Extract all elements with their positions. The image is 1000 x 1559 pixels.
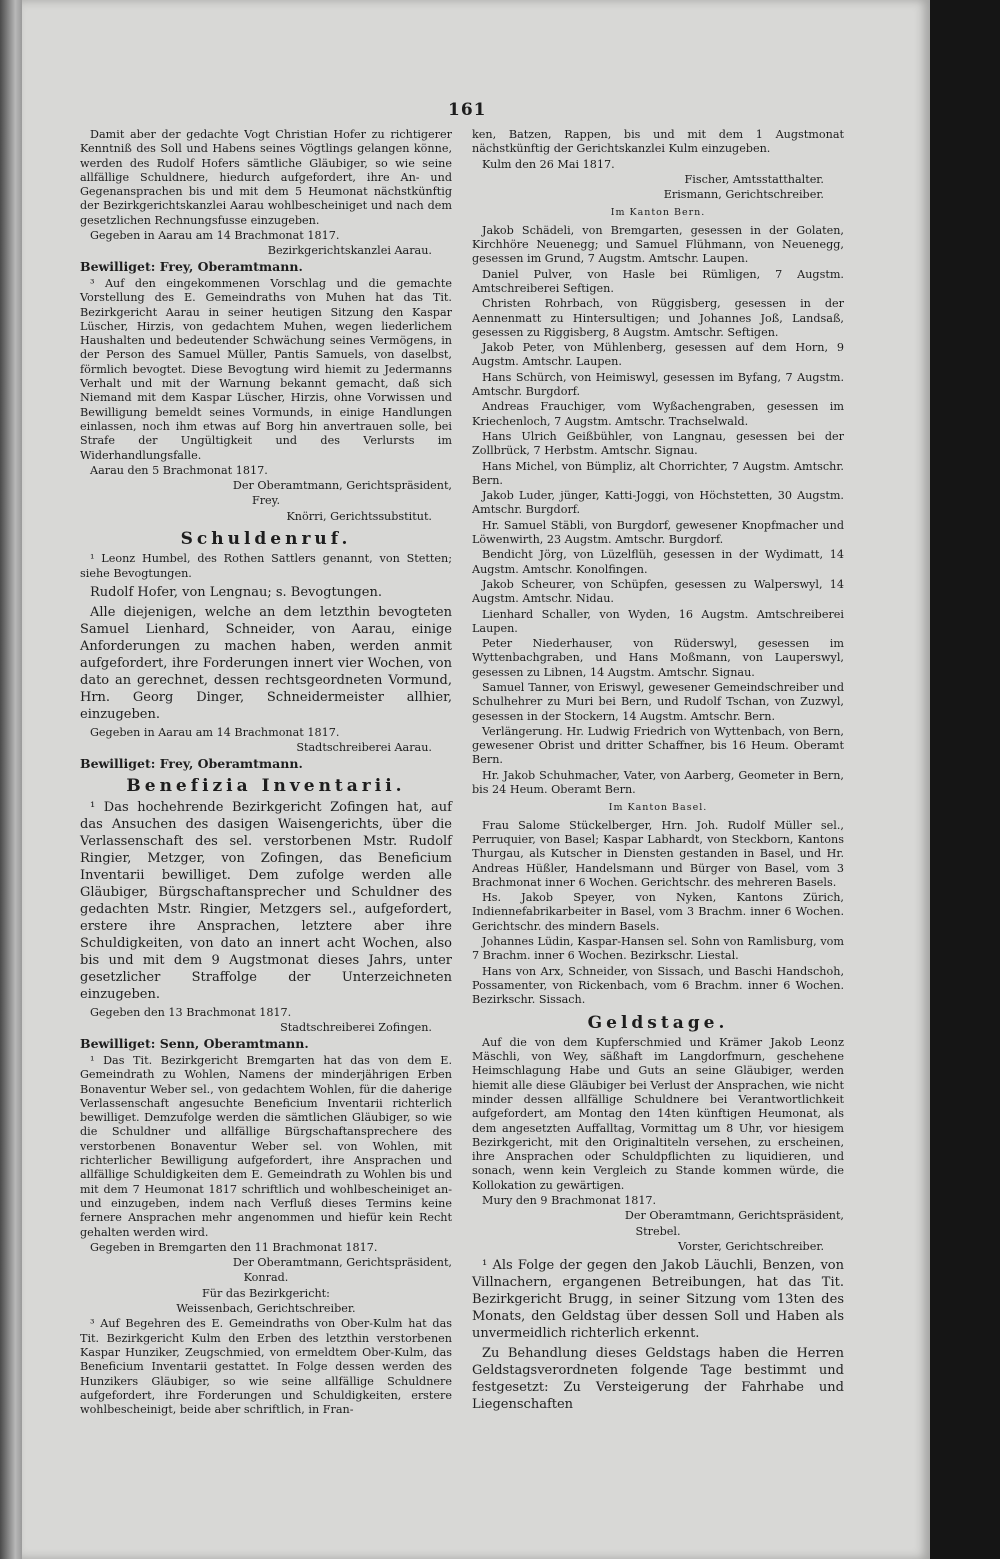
notice-paragraph: Hr. Jakob Schuhmacher, Vater, von Aarberg, Geometer in Bern, bis 24 Heum. Oberamt Bern. (472, 768, 844, 797)
approval-line: Bewilliget: Frey, Oberamtmann. (80, 755, 303, 771)
notice-paragraph: Hans von Arx, Schneider, von Sissach, und Baschi Handschoh, Possamenter, von Rickenbach, vom 6 Brachm. inner 6 Wochen. Bezirkschr. Sissach. (472, 964, 844, 1007)
notice-paragraph: Verlängerung. Hr. Ludwig Friedrich von Wyttenbach, von Bern, gewesener Obrist und dritter Schaffner, bis 16 Heum. Oberamt Bern. (472, 724, 844, 767)
signature-line: Der Oberamtmann, Gerichtspräsident, (232, 479, 452, 493)
section-heading: Benefizia Inventarii. (126, 775, 406, 796)
notice-paragraph: Kulm den 26 Mai 1817. (482, 157, 615, 171)
notice-paragraph: Alle diejenigen, welche an dem letzthin bevogteten Samuel Lienhard, Schneider, von Aarau, einige Anforderungen zu machen haben, werden anmit aufgefordert, ihre Forderungen innert vier Wochen, von dato an gerechnet, dessen rechtsgeordneten Vormund, Hrn. Georg Dinger, Schneidermeister allhier, einzugeben. (80, 604, 452, 722)
signature-line: Vorster, Gerichtschreiber. (678, 1239, 824, 1253)
approval-line: Bewilliget: Frey, Oberamtmann. (80, 258, 303, 274)
notice-paragraph: ¹ Leonz Humbel, des Rothen Sattlers genannt, von Stetten; siehe Bevogtungen. (80, 552, 452, 580)
page-number: 161 (448, 100, 487, 120)
notice-paragraph: Gegeben in Bremgarten den 11 Brachmonat 1817. (90, 1240, 378, 1254)
notice-paragraph: ³ Auf Begehren des E. Gemeindraths von Ober-Kulm hat das Tit. Bezirkgericht Kulm den Erben des letzthin verstorbenen Kaspar Hunziker, Zeugschmied, von ermeldtem Ober-Kulm, das Beneficium Inventarii gestattet. In Folge dessen werden des Hunzikers Gläubiger, so wie seine allfällige Schuldnere aufgefordert, ihre Forderungen und Schuldigkeiten, erstere wohlbescheinigt, beide aber schriftlich, in Fran- (80, 1317, 452, 1417)
notice-paragraph: ³ Auf den eingekommenen Vorschlag und die gemachte Vorstellung des E. Gemeindraths von Muhen hat das Tit. Bezirkgericht Aarau in seiner heutigen Sitzung den Kaspar Lüscher, Hirzis, von gedachtem Muhen, wegen liederlichem Haushalten und bedeutender Schwächung seines Vermögens, in der Person des Samuel Müller, Pantis Samuels, von daselbst, förmlich bevogtet. Diese Bevogtung wird hiemit zu Jedermanns Verhalt und mit der Warnung bekannt gemacht, daß sich Niemand mit dem Kaspar Lüscher, Hirzis, ohne Vorwissen und Bewilligung bemeldt seines Vormunds, in einige Handlungen einlassen, noch ihm etwas auf Borg hin anvertrauen solle, bei Strafe der Ungültigkeit und des Verlursts im Widerhandlungsfalle. (80, 276, 452, 462)
notice-paragraph: Auf die von dem Kupferschmied und Krämer Jakob Leonz Mäschli, von Wey, säßhaft im Langdorfmurn, geschehene Heimschlagung Habe und Guts an seine Gläubiger, werden hiemit alle diese Gläubiger bei Verlust der Ansprachen, wie nicht minder dessen allfällige Schuldnere bei Verantwortlichkeit aufgefordert, am Montag den 14ten künftigen Heumonat, als dem angesetzten Auffalltag, Vormittag um 8 Uhr, vor hiesigem Bezirkgericht, mit den Originaltiteln versehen, zu erscheinen, ihre Ansprachen oder Schuldpflichten zu liquidieren, und sonach, wenn kein Vergleich zu Stande kommen würde, die Kollokation zu gewärtigen. (472, 1035, 844, 1192)
signature-line: Stadtschreiberei Zofingen. (280, 1021, 432, 1035)
signature-line: Für das Bezirkgericht: (202, 1286, 330, 1300)
background-margin (930, 0, 1000, 1559)
signature-line: Stadtschreiberei Aarau. (296, 741, 432, 755)
notice-paragraph: Damit aber der gedachte Vogt Christian Hofer zu richtigerer Kenntniß des Soll und Habens seines Vögtlings gelangen könne, werden des Rudolf Hofers sämtliche Gläubiger, so wie seine allfällige Schuldnere, hiedurch aufgefordert, ihre An- und Gegenansprachen bis und mit dem 5 Heumonat nächstkünftig der Bezirkgerichtskanzlei Aarau wohlbescheiniget und nach dem gesetzlichen Rechnungsfusse einzugeben. (80, 128, 452, 227)
notice-paragraph: Johannes Lüdin, Kaspar-Hansen sel. Sohn von Ramlisburg, vom 7 Brachm. inner 6 Wochen. Bezirkschr. Liestal. (472, 935, 844, 963)
notice-paragraph: Andreas Frauchiger, vom Wyßachengraben, gesessen im Kriechenloch, 7 Augstm. Amtschr. Trachselwald. (472, 400, 844, 428)
signature-line: Frey. (251, 494, 281, 508)
approval-line: Bewilliget: Senn, Oberamtmann. (80, 1035, 309, 1051)
notice-paragraph: Jakob Schädeli, von Bremgarten, gesessen in der Golaten, Kirchhöre Neuenegg; und Samuel Flühmann, von Neuenegg, gesessen im Grund, 7 Augstm. Amtschr. Laupen. (472, 223, 844, 266)
signature-line: Strebel. (635, 1224, 681, 1238)
subsection-heading: Im Kanton Bern. (610, 207, 706, 219)
notice-paragraph: ¹ Das hochehrende Bezirkgericht Zofingen hat, auf das Ansuchen des dasigen Waisengerichts, über die Verlassenschaft des sel. verstorbenen Mstr. Rudolf Ringier, Metzger, von Zofingen, das Beneficium Inventarii bewilliget. Dem zufolge werden alle Gläubiger, Bürgschaftansprecher und Schuldner des gedachten Mstr. Ringier, Metzgers sel., aufgefordert, erstere ihre Ansprachen, letztere aber ihre Schuldigkeiten, von dato an innert acht Wochen, also bis und mit dem 9 Augstmonat dieses Jahrs, unter gesetzlicher Straffolge der Unterzeichneten einzugeben. (80, 800, 452, 1003)
section-heading: Geldstage. (587, 1012, 729, 1033)
notice-paragraph: Gegeben den 13 Brachmonat 1817. (90, 1006, 292, 1020)
signature-line: Weissenbach, Gerichtschreiber. (176, 1302, 356, 1316)
notice-paragraph: Aarau den 5 Brachmonat 1817. (90, 463, 268, 477)
notice-paragraph: ¹ Das Tit. Bezirkgericht Bremgarten hat das von dem E. Gemeindrath zu Wohlen, Namens der minderjährigen Erben Bonaventur Weber sel., von gedachtem Wohlen, für die daherige Verlassenschaft angesuchte Beneficium Inventarii richterlich bewilliget. Demzufolge werden die sämtlichen Gläubiger, so wie die Schuldner und allfällige Bürgschaftansprechere des verstorbenen Bonaventur Weber sel. von Wohlen, mit richterlicher Bewilligung aufgefordert, ihre Ansprachen und allfällige Schuldigkeiten dem E. Gemeindrath zu Wohlen bis und mit dem 7 Heumonat 1817 schriftlich und wohlbescheiniget an- und einzugeben, indem nach Verfluß dieses Termins keine fernere Ansprachen mehr angenommen und hiefür kein Recht gehalten werden wird. (80, 1053, 452, 1239)
notice-paragraph: ¹ Als Folge der gegen den Jakob Läuchli, Benzen, von Villnachern, ergangenen Betreibungen, hat das Tit. Bezirkgericht Brugg, in seiner Sitzung vom 13ten des Monats, den Geldstag über dessen Soll und Haben als unvermeidlich richterlich erkennt. (472, 1258, 844, 1342)
signature-line: Bezirkgerichtskanzlei Aarau. (267, 244, 432, 258)
notice-paragraph: Jakob Peter, von Mühlenberg, gesessen auf dem Horn, 9 Augstm. Amtschr. Laupen. (472, 341, 844, 369)
subsection-heading: Im Kanton Basel. (608, 802, 708, 814)
notice-paragraph: Bendicht Jörg, von Lüzelflüh, gesessen in der Wydimatt, 14 Augstm. Amtschr. Konolfingen. (472, 548, 844, 576)
notice-paragraph: Daniel Pulver, von Hasle bei Rümligen, 7 Augstm. Amtschreiberei Seftigen. (472, 267, 844, 295)
notice-paragraph: Jakob Scheurer, von Schüpfen, gesessen zu Walperswyl, 14 Augstm. Amtschr. Nidau. (472, 577, 844, 606)
signature-line: Der Oberamtmann, Gerichtspräsident, (624, 1209, 844, 1223)
notice-paragraph: Rudolf Hofer, von Lengnau; s. Bevogtungen. (90, 584, 382, 600)
notice-paragraph: Hans Ulrich Geißbühler, von Langnau, gesessen bei der Zollbrück, 7 Herbstm. Amtschr. Signau. (472, 429, 844, 458)
notice-paragraph: Hs. Jakob Speyer, von Nyken, Kantons Zürich, Indiennefabrikarbeiter in Basel, vom 3 Brachm. inner 6 Wochen. Gerichtschr. des mindern Basels. (472, 891, 844, 933)
notice-paragraph: Peter Niederhauser, von Rüderswyl, gesessen im Wyttenbachgraben, und Hans Moßmann, von Lauperswyl, gesessen zu Libnen, 14 Augstm. Amtschr. Signau. (472, 637, 844, 679)
signature-line: Knörri, Gerichtssubstitut. (286, 509, 432, 523)
notice-paragraph: Hr. Samuel Stäbli, von Burgdorf, gewesener Knopfmacher und Löwenwirth, 23 Augstm. Amtschr. Burgdorf. (472, 518, 844, 547)
section-heading: Schuldenruf. (180, 529, 352, 550)
notice-paragraph: Gegeben in Aarau am 14 Brachmonat 1817. (90, 229, 340, 243)
notice-paragraph: Mury den 9 Brachmonat 1817. (482, 1194, 657, 1208)
notice-paragraph: Zu Behandlung dieses Geldstags haben die Herren Geldstagsverordneten folgende Tage bestimmt und festgesetzt: Zu Versteigerung der Fahrhabe und Liegenschaften (472, 1346, 844, 1413)
notice-paragraph: Jakob Luder, jünger, Katti-Joggi, von Höchstetten, 30 Augstm. Amtschr. Burgdorf. (472, 489, 844, 517)
signature-line: Erismann, Gerichtschreiber. (663, 188, 824, 202)
signature-line: Der Oberamtmann, Gerichtspräsident, (232, 1256, 452, 1270)
notice-paragraph: Hans Schürch, von Heimiswyl, gesessen im Byfang, 7 Augstm. Amtschr. Burgdorf. (472, 370, 844, 399)
notice-paragraph: Gegeben in Aarau am 14 Brachmonat 1817. (90, 725, 340, 739)
notice-paragraph: Samuel Tanner, von Eriswyl, gewesener Gemeindschreiber und Schulhehrer zu Muri bei Bern, und Rudolf Tschan, von Zuzwyl, gesessen in der Stockern, 14 Augstm. Amtschr. Bern. (472, 680, 844, 723)
notice-paragraph: Lienhard Schaller, von Wyden, 16 Augstm. Amtschreiberei Laupen. (472, 607, 844, 635)
signature-line: Fischer, Amtsstatthalter. (684, 172, 824, 186)
previous-page-edge (0, 0, 22, 1559)
right-column (472, 128, 844, 1416)
left-column (80, 128, 452, 1418)
notice-paragraph: Frau Salome Stückelberger, Hrn. Joh. Rudolf Müller sel., Perruquier, von Basel; Kaspar Labhardt, von Steckborn, Kantons Thurgau, als Kutscher in Diensten gestanden in Basel, und Hr. Andreas Hüßler, Handelsmann und Bürger von Basel, vom 3 Brachmonat inner 6 Wochen. Gerichtschr. des mehreren Basels. (472, 818, 844, 889)
notice-paragraph: ken, Batzen, Rappen, bis und mit dem 1 Augstmonat nächstkünftig der Gerichtskanzlei Kulm einzugeben. (472, 128, 844, 156)
signature-line: Konrad. (243, 1271, 289, 1285)
notice-paragraph: Hans Michel, von Bümpliz, alt Chorrichter, 7 Augstm. Amtschr. Bern. (472, 459, 844, 487)
notice-paragraph: Christen Rohrbach, von Rüggisberg, gesessen in der Aennenmatt zu Hintersultigen; und Johannes Joß, Landsaß, gesessen zu Riggisberg, 8 Augstm. Amtschr. Seftigen. (472, 297, 844, 339)
